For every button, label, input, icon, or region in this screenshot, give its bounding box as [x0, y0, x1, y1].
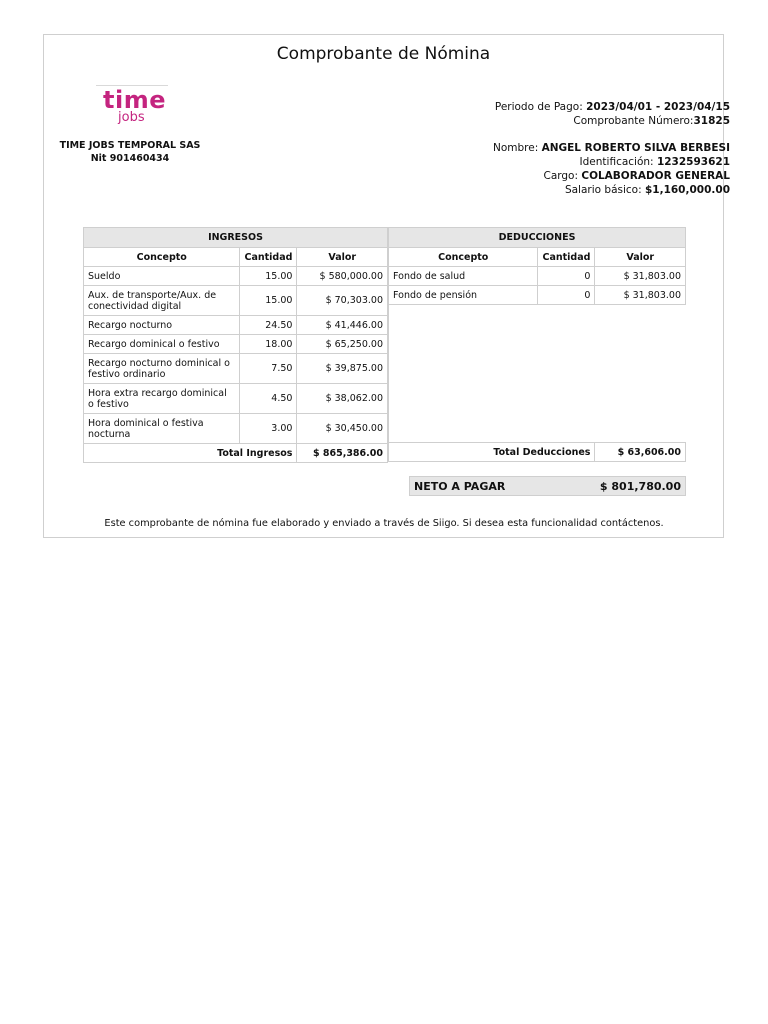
- table-row: [84, 316, 388, 335]
- cantidad-cell: 15.00: [240, 286, 297, 316]
- concepto-cell: Aux. de transporte/Aux. de conectividad digital: [84, 286, 240, 316]
- empty-area: [389, 305, 686, 443]
- concepto-cell: Sueldo: [84, 267, 240, 286]
- concepto-cell: Hora extra recargo dominical o festivo: [84, 384, 240, 414]
- table-row: [84, 335, 388, 354]
- table-row: [84, 414, 388, 444]
- ingresos-title: INGRESOS: [84, 228, 388, 248]
- company-logo-subtext: jobs: [118, 110, 145, 125]
- net-pay-box: [409, 476, 686, 496]
- footer-note: Este comprobante de nómina fue elaborado y enviado a través de Siigo. Si desea esta funcionalidad contáctenos.: [104, 518, 664, 529]
- pay-period: Periodo de Pago: 2023/04/01 - 2023/04/15: [494, 101, 730, 113]
- column-header: Valor: [297, 248, 388, 267]
- table-row: [84, 267, 388, 286]
- page-title: Comprobante de Nómina: [276, 44, 491, 64]
- cantidad-cell: 4.50: [240, 384, 297, 414]
- net-pay-label: NETO A PAGAR: [414, 480, 506, 493]
- cantidad-cell: 7.50: [240, 354, 297, 384]
- concepto-cell: Recargo nocturno dominical o festivo ordinario: [84, 354, 240, 384]
- table-row: [84, 354, 388, 384]
- cantidad-cell: 18.00: [240, 335, 297, 354]
- employee-role: Cargo: COLABORADOR GENERAL: [543, 170, 730, 182]
- total-row: [84, 444, 388, 463]
- total-row: [389, 443, 686, 462]
- valor-cell: $ 31,803.00: [595, 286, 686, 305]
- concepto-cell: Recargo dominical o festivo: [84, 335, 240, 354]
- valor-cell: $ 38,062.00: [297, 384, 388, 414]
- cantidad-cell: 0: [538, 267, 595, 286]
- concepto-cell: Fondo de salud: [389, 267, 538, 286]
- cantidad-cell: 15.00: [240, 267, 297, 286]
- valor-cell: $ 70,303.00: [297, 286, 388, 316]
- ingresos-table: [83, 227, 388, 463]
- employee-id: Identificación: 1232593621: [579, 156, 730, 168]
- deducciones-title: DEDUCCIONES: [389, 228, 686, 248]
- table-row: [389, 286, 686, 305]
- concepto-cell: Hora dominical o festiva nocturna: [84, 414, 240, 444]
- cantidad-cell: 3.00: [240, 414, 297, 444]
- total-ingresos-value: $ 865,386.00: [297, 444, 388, 463]
- company-logo: time: [103, 86, 166, 114]
- cantidad-cell: 24.50: [240, 316, 297, 335]
- total-deducciones-value: $ 63,606.00: [595, 443, 686, 462]
- table-row: [84, 384, 388, 414]
- column-header: Cantidad: [538, 248, 595, 267]
- column-header: Concepto: [84, 248, 240, 267]
- column-header: Concepto: [389, 248, 538, 267]
- deducciones-table: [388, 227, 686, 462]
- employee-name: Nombre: ANGEL ROBERTO SILVA BERBESI: [492, 142, 730, 154]
- table-row: [389, 267, 686, 286]
- column-header: Cantidad: [240, 248, 297, 267]
- column-header: Valor: [595, 248, 686, 267]
- valor-cell: $ 31,803.00: [595, 267, 686, 286]
- company-nit: Nit 901460434: [90, 152, 170, 164]
- valor-cell: $ 39,875.00: [297, 354, 388, 384]
- concepto-cell: Recargo nocturno: [84, 316, 240, 335]
- base-salary: Salario básico: $1,160,000.00: [564, 184, 730, 196]
- valor-cell: $ 580,000.00: [297, 267, 388, 286]
- company-name: TIME JOBS TEMPORAL SAS: [59, 140, 201, 151]
- valor-cell: $ 30,450.00: [297, 414, 388, 444]
- valor-cell: $ 65,250.00: [297, 335, 388, 354]
- total-ingresos-label: Total Ingresos: [84, 444, 297, 463]
- net-pay-value: $ 801,780.00: [599, 480, 681, 493]
- total-deducciones-label: Total Deducciones: [389, 443, 595, 462]
- cantidad-cell: 0: [538, 286, 595, 305]
- voucher-number: Comprobante Número:31825: [573, 115, 730, 127]
- valor-cell: $ 41,446.00: [297, 316, 388, 335]
- table-row: [84, 286, 388, 316]
- concepto-cell: Fondo de pensión: [389, 286, 538, 305]
- company-block: [50, 140, 210, 165]
